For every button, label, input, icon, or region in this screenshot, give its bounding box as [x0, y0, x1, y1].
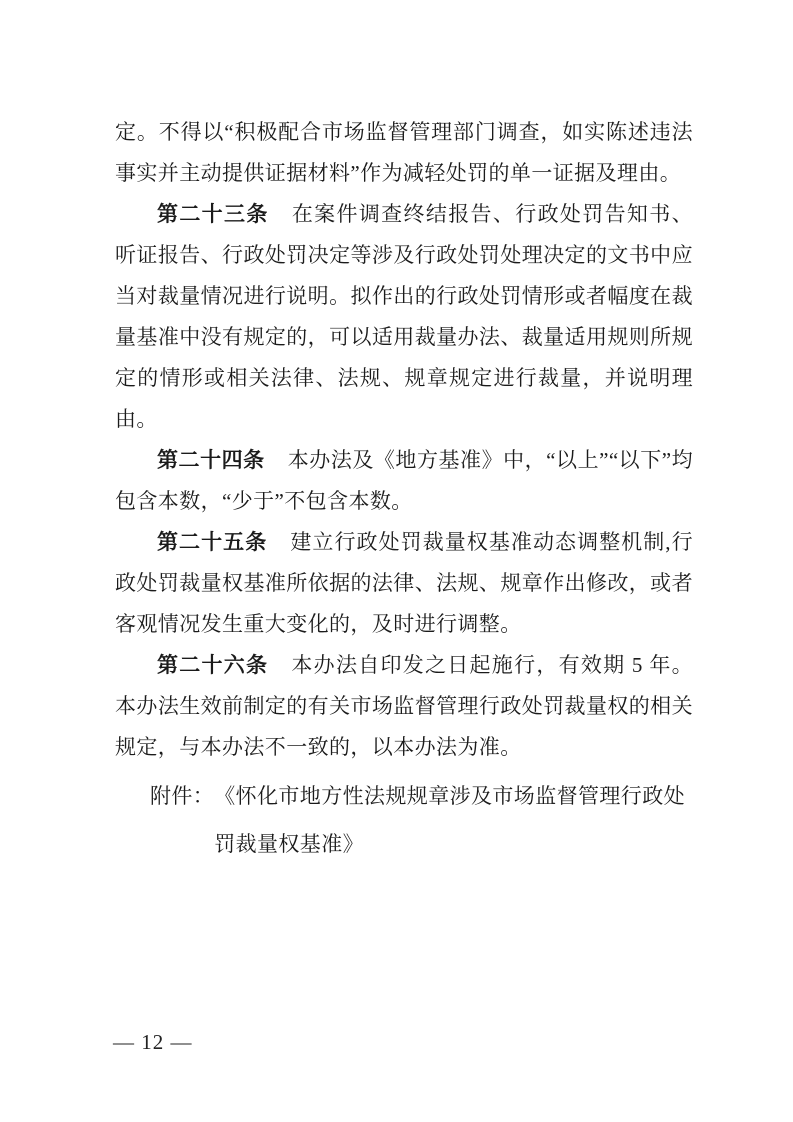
article-25-number: 第二十五条 — [157, 530, 268, 554]
article-26-text: 本办法自印发之日起施行，有效期 5 年。本办法生效前制定的有关市场监督管理行政处罚裁量权的相关规定，与本办法不一致的，以本办法为准。 — [115, 653, 693, 759]
page-number: — 12 — — [113, 1030, 193, 1054]
article-24-text: 本办法及《地方基准》中，“以上”“以下”均包含本数，“少于”不包含本数。 — [115, 448, 693, 513]
attachment-reference — [150, 772, 695, 868]
attachment-title-line-2: 罚裁量权基准》 — [214, 832, 365, 856]
paragraph-text: 定。不得以“积极配合市场监督管理部门调查，如实陈述违法事实并主动提供证据材料”作为减轻处罚的单一证据及理由。 — [115, 120, 693, 185]
paragraph-article-23 — [115, 194, 693, 440]
attachment-title — [214, 772, 695, 868]
article-23-text: 在案件调查终结报告、行政处罚告知书、听证报告、行政处罚决定等涉及行政处罚处理决定的文书中应当对裁量情况进行说明。拟作出的行政处罚情形或者幅度在裁量基准中没有规定的，可以适用裁量办法、裁量适用规则所规定的情形或相关法律、法规、规章规定进行裁量，并说明理由。 — [115, 202, 694, 431]
attachment-label: 附件： — [150, 784, 215, 808]
paragraph-continuation — [115, 112, 693, 194]
paragraph-article-26 — [115, 645, 693, 768]
article-26-number: 第二十六条 — [157, 653, 269, 677]
document-body — [115, 112, 693, 768]
article-23-number: 第二十三条 — [157, 202, 269, 226]
article-24-number: 第二十四条 — [157, 448, 265, 472]
paragraph-article-25 — [115, 522, 693, 645]
paragraph-article-24 — [115, 440, 693, 522]
attachment-title-line-1: 《怀化市地方性法规规章涉及市场监督管理行政处 — [214, 784, 686, 808]
page-number-footer — [113, 1028, 193, 1056]
article-25-text: 建立行政处罚裁量权基准动态调整机制,行政处罚裁量权基准所依据的法律、法规、规章作出修改，或者客观情况发生重大变化的，及时进行调整。 — [115, 530, 693, 636]
